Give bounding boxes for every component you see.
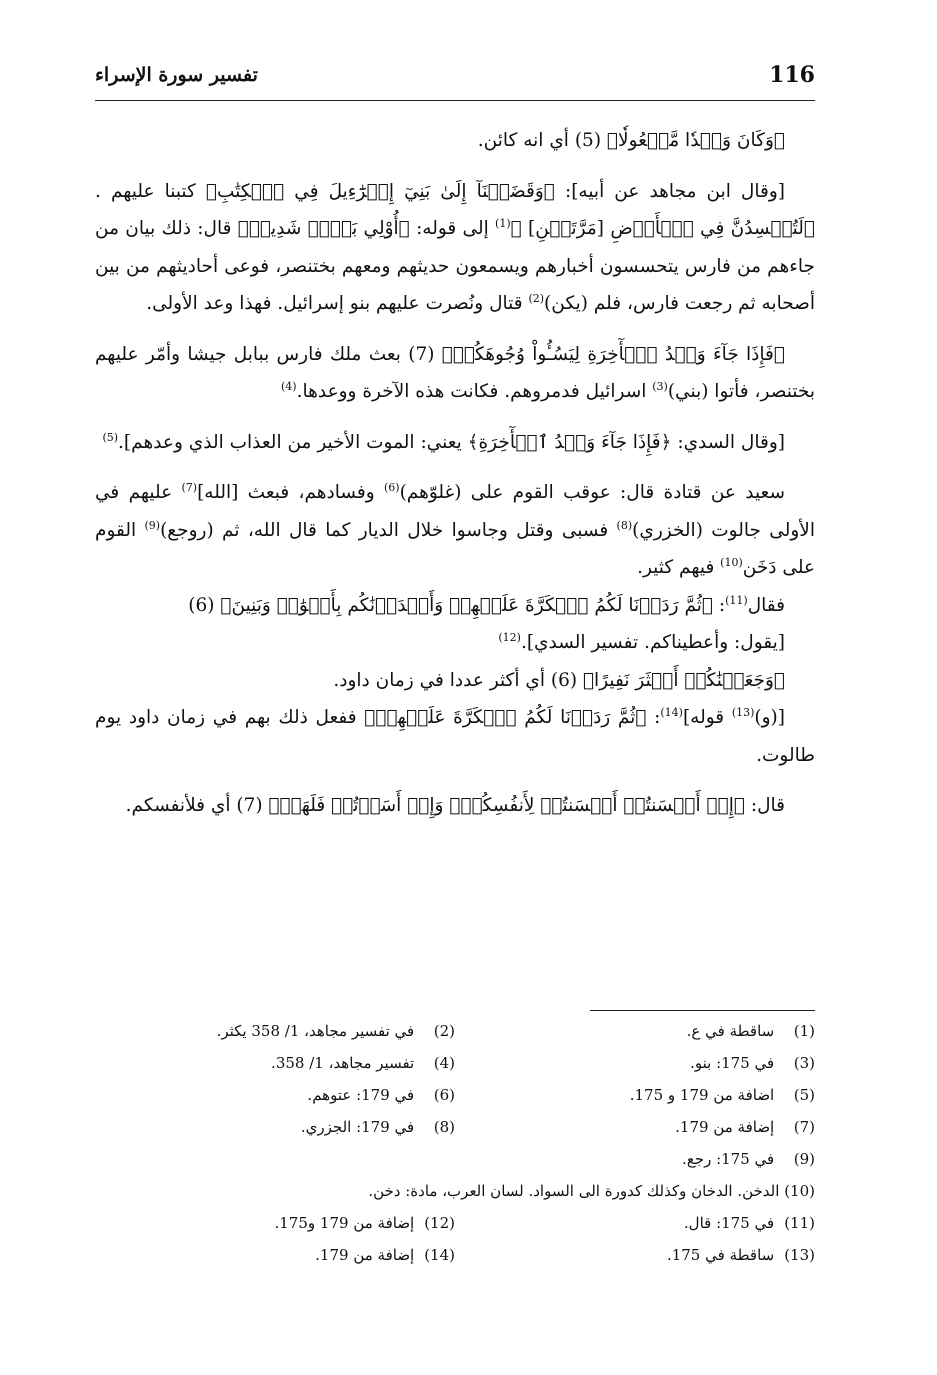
footnotes (95, 1015, 815, 1271)
footnote (95, 1239, 455, 1271)
footnote-number: (14) (424, 1246, 455, 1264)
footnote-text: ساقطة في ع. (686, 1022, 779, 1040)
paragraph: [وقال السدي: ﴿فَإِذَا جَآءَ وَعۡدُ ٱلۡأٓخِرَةِ﴾ يعني: الموت الأخير من العذاب الذي وعدهم].$^{(5)}$ (102, 430, 785, 453)
paragraph-gap (95, 774, 815, 787)
footnote-text: في 179: الجزري. (300, 1118, 419, 1136)
footnote-rule (590, 1010, 815, 1011)
paragraph-gap (95, 323, 815, 336)
footnote-number: (9) (793, 1150, 815, 1168)
footnote-text: في 179: عتوهم. (307, 1086, 419, 1104)
footnote-number: (5) (793, 1086, 815, 1104)
page-header (95, 58, 815, 98)
footnote-number: (2) (433, 1022, 455, 1040)
footnote-number: (1) (793, 1022, 815, 1040)
footnote-number: (4) (433, 1054, 455, 1072)
main-text (95, 122, 815, 825)
footnote (455, 1047, 815, 1079)
footnote-number: (6) (433, 1086, 455, 1104)
footnote-row (95, 1015, 815, 1047)
footnote-text: في تفسير مجاهد، 1/ 358 يكثر. (216, 1022, 419, 1040)
paragraph-gap (95, 411, 815, 424)
footnote (455, 1111, 815, 1143)
footnote-row (95, 1239, 815, 1271)
paragraph-gap (95, 461, 815, 474)
footnote-number: (8) (433, 1118, 455, 1136)
footnote-text: إضافة من 179. (315, 1246, 419, 1264)
footnote (95, 1175, 815, 1207)
paragraph: فقال$^{(11)}$: ﴿ثُمَّ رَدَدۡنَا لَكُمُ ٱلۡكَرَّةَ عَلَيۡهِمۡ وَأَمۡدَدۡنَٰكُم بِأَمۡوَٰلٖ وَبَنِينَ﴾ (6) (188, 593, 785, 616)
paragraph: ﴿وَكَانَ وَعۡدٗا مَّفۡعُولٗا﴾ (5) أي انه كائن. (477, 130, 785, 151)
footnote (455, 1015, 815, 1047)
footnote (455, 1207, 815, 1239)
footnote-number: (10) (779, 1182, 815, 1200)
page-number: 116 (769, 62, 815, 88)
paragraph: [يقول: وأعطيناكم. تفسير السدي].$^{(12)}$ (498, 630, 785, 653)
footnote-text: تفسير مجاهد، 1/ 358. (271, 1054, 419, 1072)
running-title: تفسير سورة الإسراء (95, 64, 258, 86)
footnote-text: في 175: رجع. (682, 1150, 779, 1168)
footnote-row (95, 1175, 815, 1207)
footnote-text: في 175: قال. (683, 1214, 779, 1232)
footnote-text: في 175: بنو. (690, 1054, 779, 1072)
paragraph: [(و)$^{(13)}$ قوله]$^{(14)}$: ﴿ثُمَّ رَدَدۡنَا لَكُمُ ٱلۡكَرَّةَ عَلَيۡهِمۡ﴾ ففعل ذلك بهم في زمان داود يوم طالوت. (95, 705, 815, 766)
footnote-text: الدخن. الدخان وكذلك كدورة الى السواد. لسان العرب، مادة: دخن. (368, 1182, 780, 1200)
footnote-text: اضافة من 179 و 175. (629, 1086, 779, 1104)
header-rule (95, 100, 815, 101)
footnote-number: (11) (784, 1214, 815, 1232)
footnote (95, 1079, 455, 1111)
footnote-row (95, 1143, 815, 1175)
footnote (95, 1111, 455, 1143)
paragraph: [وقال ابن مجاهد عن أبيه]: ﴿وَقَضَيۡنَآ إِلَىٰ بَنِيٓ إِسۡرَٰٓءِيلَ فِي ٱلۡكِتَٰبِ﴾ كتبنا عليهم .﴿لَتُفۡسِدُنَّ فِي ٱلۡأَرۡضِ [مَرَّتَيۡنِ] ﴾$^{(1)}$ إلى قوله: ﴿أُوْلِي بَأۡسٖ شَدِيدٖ﴾ قال: ذلك بيان من جاءهم من فارس يتحسسون أخبارهم ويسمعون حديثهم ومعهم بختنصر، فوعى أحاديثهم من بين أصحابه ثم رجعت فارس، فلم (يكن)$^{(2)}$ قتال ونُصرت عليهم بنو إسرائيل. فهذا وعد الأولى. (95, 180, 815, 314)
footnote (95, 1015, 455, 1047)
footnote-number: (13) (784, 1246, 815, 1264)
paragraph-gap (95, 160, 815, 173)
footnote (455, 1079, 815, 1111)
footnote-number: (12) (424, 1214, 455, 1232)
footnote (95, 1143, 455, 1175)
paragraph: ﴿وَجَعَلۡنَٰكُمۡ أَكۡثَرَ نَفِيرًا﴾ (6) أي أكثر عددا في زمان داود. (333, 669, 785, 691)
footnote (455, 1143, 815, 1175)
footnote-text: إضافة من 179 و175. (274, 1214, 419, 1232)
footnote-text: إضافة من 179. (675, 1118, 779, 1136)
footnote-row (95, 1047, 815, 1079)
footnote-row (95, 1111, 815, 1143)
footnote-row (95, 1207, 815, 1239)
footnote-row (95, 1079, 815, 1111)
paragraph: سعيد عن قتادة قال: عوقب القوم على (غلوّهم)$^{(6)}$ وفسادهم، فبعث [الله]$^{(7)}$ عليهم في الأولى جالوت (الخزري)$^{(8)}$ فسبى وقتل وجاسوا خلال الديار كما قال الله، ثم (روجع)$^{(9)}$ القوم على دَخَن$^{(10)}$ فيهم كثير. (95, 480, 815, 578)
footnote (95, 1047, 455, 1079)
footnote (455, 1239, 815, 1271)
footnote-number: (7) (793, 1118, 815, 1136)
footnote-number: (3) (793, 1054, 815, 1072)
footnote (95, 1207, 455, 1239)
paragraph: ﴿فَإِذَا جَآءَ وَعۡدُ ٱلۡأٓخِرَةِ لِيَسُـُٔواْ وُجُوهَكُمۡ﴾ (7) بعث ملك فارس ببابل جيشا وأمّر عليهم بختنصر، فأتوا (بني)$^{(3)}$ اسرائيل فدمروهم. فكانت هذه الآخرة ووعدها.$^{(4)}$ (95, 343, 815, 402)
paragraph: قال: ﴿إِنۡ أَحۡسَنتُمۡ أَحۡسَنتُمۡ لِأَنفُسِكُمۡۖ وَإِنۡ أَسَأۡتُمۡ فَلَهَاۚ﴾ (7) أي فلأنفسكم. (125, 795, 785, 816)
footnote-text: ساقطة في 175. (666, 1246, 779, 1264)
